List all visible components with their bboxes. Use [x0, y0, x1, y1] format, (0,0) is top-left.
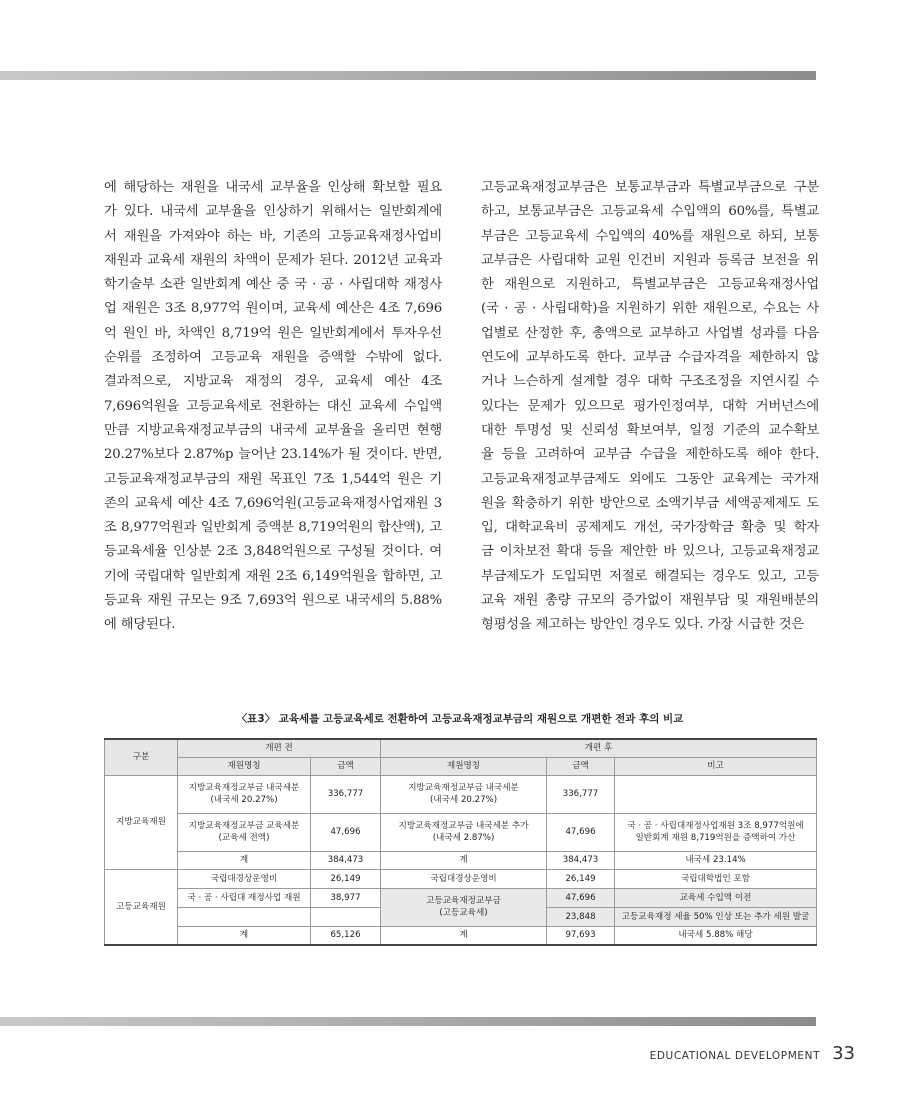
header-before: 개편 전 — [178, 739, 381, 757]
text-line: 형평성을 제고하는 방안인 경우도 있다. 가장 시급한 것은 — [481, 617, 805, 633]
cell-note: 내국세 5.88% 해당 — [615, 926, 817, 945]
publication-name: EDUCATIONAL DEVELOPMENT — [649, 1050, 821, 1062]
text-line: 7,696억원을 고등교육세로 전환하는 대신 교육세 수입액 — [104, 398, 442, 414]
text-line: 하고, 보통교부금은 고등교육세 수입액의 60%를, 특별교 — [481, 204, 819, 220]
text-line: 율 등을 고려하여 교부금 수급을 제한하도록 해야 한다. — [481, 447, 819, 463]
cell-source-before: 계 — [178, 851, 311, 869]
cell-amount-before: 336,777 — [311, 775, 381, 813]
cell-amount-after: 97,693 — [547, 926, 615, 945]
text-line: 있다는 문제가 있으므로 평가인정여부, 대학 거버넌스에 — [481, 398, 819, 414]
table-row — [105, 851, 817, 869]
table-row — [105, 813, 817, 851]
cell-amount-before: 384,473 — [311, 851, 381, 869]
text-line: 에 해당된다. — [104, 617, 176, 633]
text-line: 고등교육재정교부금은 보통교부금과 특별교부금으로 구분 — [481, 180, 819, 195]
cell-source-before — [178, 907, 311, 926]
cell-note: 국 · 공 · 사립대재정사업재원 3조 8,977억원에 일반회계 재원 8,719억원을 증액하여 가산 — [615, 813, 817, 851]
cell-note: 교육세 수입액 이전 — [615, 888, 817, 907]
cell-source-after: 지방교육재정교부금 내국세분 (내국세 20.27%) — [381, 775, 547, 813]
cell-amount-after: 26,149 — [547, 869, 615, 888]
text-line: 금 이차보전 확대 등을 제안한 바 있으나, 고등교육재정교 — [481, 544, 819, 560]
cell-amount-after: 336,777 — [547, 775, 615, 813]
table-row — [105, 775, 817, 813]
header-amount-before: 금액 — [311, 757, 381, 775]
cell-source-before: 지방교육재정교부금 내국세분 (내국세 20.27%) — [178, 775, 311, 813]
text-line: 원을 확충하기 위한 방안으로 소액기부금 세액공제제도 도 — [481, 495, 819, 511]
table-caption: 〈표3〉 교육세를 고등교육세로 전환하여 고등교육재정교부금의 재원으로 개편한 전과 후의 비교 — [236, 713, 684, 725]
cell-amount-after: 47,696 — [547, 888, 615, 907]
text-line: 결과적으로, 지방교육 재정의 경우, 교육세 예산 4조 — [104, 374, 442, 390]
text-line: 재원과 교육세 재원의 차액이 문제가 된다. 2012년 교육과 — [104, 252, 442, 268]
group-label-local: 지방교육재원 — [105, 775, 178, 869]
text-line: 거나 느슨하게 설계할 경우 대학 구조조정을 지연시킬 수 — [481, 374, 819, 390]
group-label-higher: 고등교육재원 — [105, 869, 178, 945]
cell-amount-before: 47,696 — [311, 813, 381, 851]
cell-note: 고등교육재정 세율 50% 인상 또는 추가 세원 발굴 — [615, 907, 817, 926]
cell-source-after: 계 — [381, 926, 547, 945]
cell-source-after: 지방교육재정교부금 내국세분 추가 (내국세 2.87%) — [381, 813, 547, 851]
text-line: 만큼 지방교육재정교부금의 내국세 교부율을 올리면 현행 — [104, 422, 442, 438]
cell-amount-after: 23,848 — [547, 907, 615, 926]
text-line: 학기술부 소관 일반회계 예산 중 국 · 공 · 사립대학 재정사 — [104, 277, 442, 293]
cell-amount-after: 47,696 — [547, 813, 615, 851]
cell-source-before: 지방교육재정교부금 교육세분 (교육세 전액) — [178, 813, 311, 851]
page-number: 33 — [832, 1043, 855, 1064]
table-row — [105, 926, 817, 945]
cell-source-before: 계 — [178, 926, 311, 945]
cell-amount-before: 38,977 — [311, 888, 381, 907]
cell-amount-after: 384,473 — [547, 851, 615, 869]
table-header-row-1 — [105, 739, 817, 757]
cell-amount-before — [311, 907, 381, 926]
text-line: 기에 국립대학 일반회계 재원 2조 6,149억원을 합하면, 고 — [104, 568, 442, 584]
text-line: 순위를 조정하여 고등교육 재원을 증액할 수밖에 없다. — [104, 350, 442, 366]
text-line: 가 있다. 내국세 교부율을 인상하기 위해서는 일반회계에 — [104, 204, 442, 220]
cell-note: 내국세 23.14% — [615, 851, 817, 869]
text-line: 고등교육재정교부금제도 외에도 그동안 교육계는 국가재 — [481, 471, 819, 487]
bottom-decorative-bar — [0, 1017, 816, 1026]
text-line: 교부금은 사립대학 교원 인건비 지원과 등록금 보전을 위 — [481, 252, 819, 268]
text-line: 업별로 산정한 후, 총액으로 교부하고 사업별 성과를 다음 — [481, 325, 819, 341]
text-line: 고등교육재정교부금의 재원 목표인 7조 1,544억 원은 기 — [104, 471, 442, 487]
right-text-column — [481, 176, 819, 638]
header-note: 비고 — [615, 757, 817, 775]
text-line: 연도에 교부하도록 한다. 교부금 수급자격을 제한하지 않 — [481, 350, 819, 366]
cell-note — [615, 775, 817, 813]
text-line: 존의 교육세 예산 4조 7,696억원(고등교육재정사업재원 3 — [104, 495, 442, 511]
cell-source-before: 국립대경상운영비 — [178, 869, 311, 888]
header-after: 개편 후 — [381, 739, 817, 757]
top-decorative-bar — [0, 71, 816, 80]
cell-source-after: 국립대경상운영비 — [381, 869, 547, 888]
header-amount-after: 금액 — [547, 757, 615, 775]
cell-amount-before: 65,126 — [311, 926, 381, 945]
left-text-column — [104, 176, 442, 638]
text-line: 입, 대학교육비 공제제도 개선, 국가장학금 확충 및 학자 — [481, 520, 819, 536]
comparison-table — [104, 738, 817, 946]
text-line: 조 8,977억원과 일반회계 증액분 8,719억원의 합산액), 고 — [104, 520, 442, 536]
cell-source-after: 고등교육재정교부금 (고등교육세) — [381, 888, 547, 926]
text-line: 한 재원으로 지원하고, 특별교부금은 고등교육재정사업 — [481, 277, 819, 293]
text-line: 부금제도가 도입되면 저절로 해결되는 경우도 있고, 고등 — [481, 568, 819, 584]
table-row — [105, 869, 817, 888]
text-line: 억 원인 바, 차액인 8,719억 원은 일반회계에서 투자우선 — [104, 325, 442, 341]
page-footer — [650, 1043, 855, 1064]
cell-amount-before: 26,149 — [311, 869, 381, 888]
text-line: 대한 투명성 및 신뢰성 확보여부, 일정 기준의 교수확보 — [481, 422, 819, 438]
text-line: 등교육세율 인상분 2조 3,848억원으로 구성될 것이다. 여 — [104, 544, 442, 560]
cell-note: 국립대학법인 포함 — [615, 869, 817, 888]
text-line: 20.27%보다 2.87%p 늘어난 23.14%가 될 것이다. 반면, — [104, 447, 442, 463]
text-line: 업 재원은 3조 8,977억 원이며, 교육세 예산은 4조 7,696 — [104, 301, 442, 317]
text-line: 서 재원을 가져와야 하는 바, 기존의 고등교육재정사업비 — [104, 228, 442, 244]
header-category: 구분 — [105, 739, 178, 775]
text-line: 등교육 재원 규모는 9조 7,693억 원으로 내국세의 5.88% — [104, 593, 442, 609]
text-line: 교육 재원 총량 규모의 증가없이 재원부담 및 재원배분의 — [481, 593, 819, 609]
cell-source-after: 계 — [381, 851, 547, 869]
cell-source-before: 국 · 공 · 사립대 재정사업 재원 — [178, 888, 311, 907]
table-header-row-2 — [105, 757, 817, 775]
header-source-before: 재원명칭 — [178, 757, 311, 775]
text-line: (국 · 공 · 사립대학)을 지원하기 위한 재원으로, 수요는 사 — [481, 301, 819, 317]
header-source-after: 재원명칭 — [381, 757, 547, 775]
table-row — [105, 888, 817, 907]
text-line: 에 해당하는 재원을 내국세 교부율을 인상해 확보할 필요 — [104, 180, 442, 195]
text-line: 부금은 고등교육세 수입액의 40%를 재원으로 하되, 보통 — [481, 228, 819, 244]
